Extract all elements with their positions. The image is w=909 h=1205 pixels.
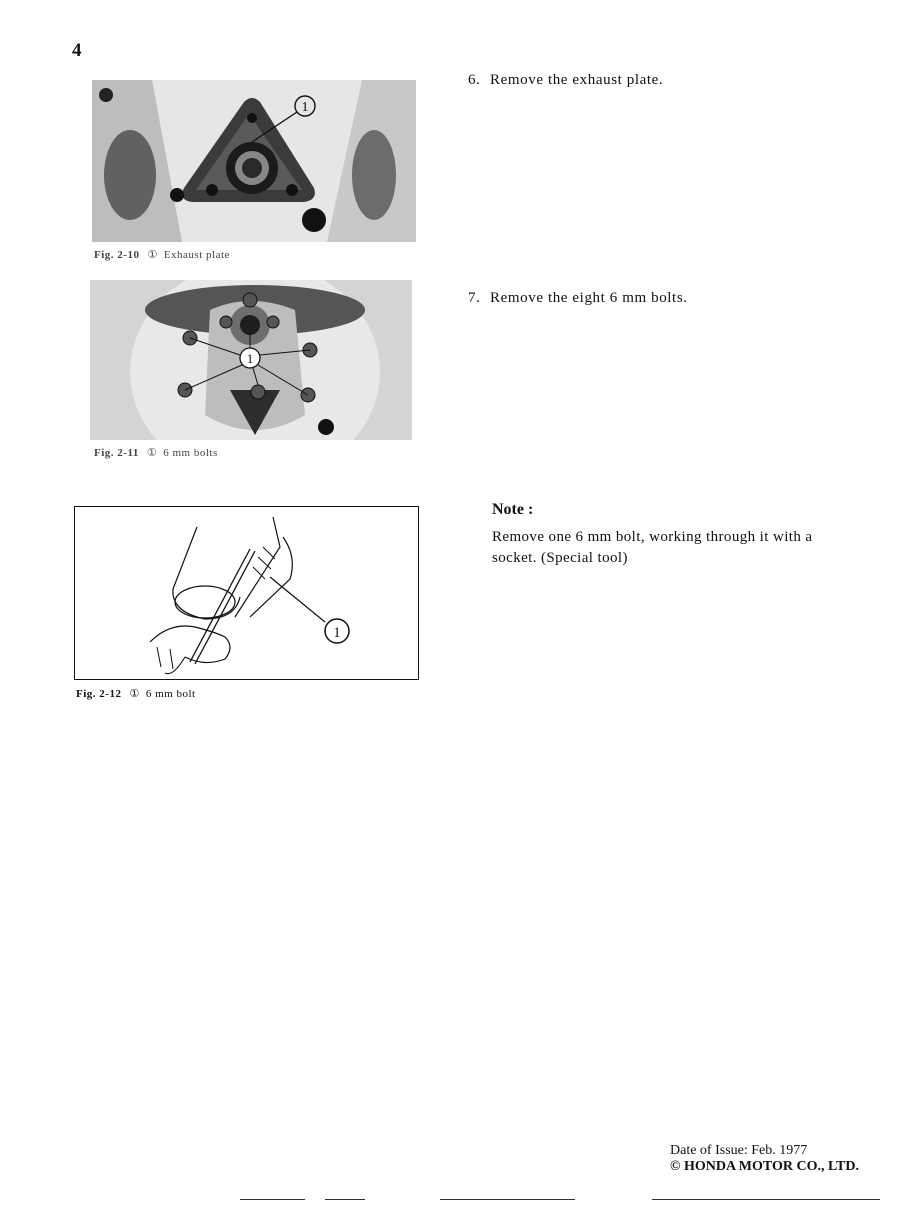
step-6: 6. Remove the exhaust plate.: [468, 72, 664, 88]
page-number: 4: [72, 40, 82, 61]
copyright: © HONDA MOTOR CO., LTD.: [670, 1159, 859, 1174]
fig-2-12-caption: Fig. 2-12 ① 6 mm bolt: [76, 688, 196, 700]
fig-2-11-marker: 1: [246, 351, 254, 366]
exhaust-plate-photo: [92, 80, 416, 242]
fig-2-12-marker: 1: [333, 625, 341, 641]
bottom-rule-2: [325, 1199, 365, 1200]
note-body: Remove one 6 mm bolt, working through it with a socket. (Special tool): [492, 529, 813, 566]
fig-2-10-caption: Fig. 2-10 ① Exhaust plate: [94, 249, 230, 261]
bottom-rule-3: [440, 1199, 575, 1200]
bolts-photo: [90, 280, 412, 440]
fig-2-10-marker: 1: [301, 100, 309, 115]
note-title: Note :: [492, 501, 534, 518]
socket-tool-drawing: [74, 506, 419, 680]
step-7: 7. Remove the eight 6 mm bolts.: [468, 290, 688, 306]
footer-block: [670, 1143, 859, 1175]
fig-2-11-caption: Fig. 2-11 ① 6 mm bolts: [94, 447, 218, 459]
date-of-issue: Date of Issue: Feb. 1977: [670, 1143, 808, 1158]
bottom-rule-1: [240, 1199, 305, 1200]
bottom-rule-4: [652, 1199, 880, 1200]
